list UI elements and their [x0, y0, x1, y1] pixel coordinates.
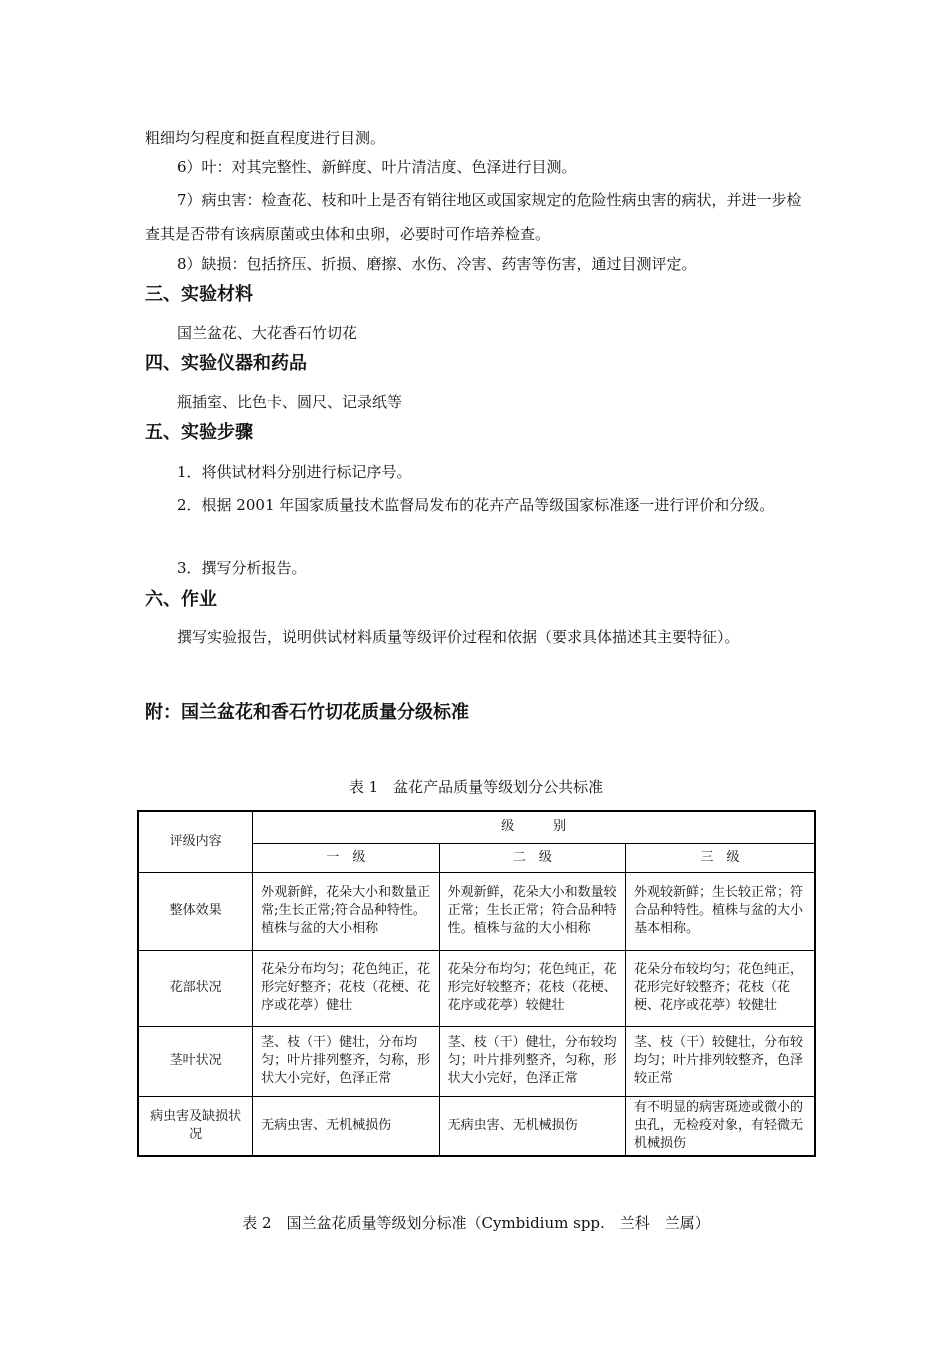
step-1: 1．将供试材料分别进行标记序号。	[177, 463, 412, 481]
header-grade-2: 二 级	[439, 843, 625, 872]
table-cell: 外观新鲜，花朵大小和数量较正常；生长正常；符合品种特性。植株与盆的大小相称	[439, 872, 625, 950]
row-label: 整体效果	[138, 872, 253, 950]
section-homework-text: 撰写实验报告，说明供试材料质量等级评价过程和依据（要求具体描述其主要特征）。	[177, 628, 740, 646]
paragraph-damage: 8）缺损：包括挤压、折损、磨擦、水伤、冷害、药害等伤害，通过目测评定。	[177, 255, 697, 273]
table-row	[138, 1096, 815, 1156]
row-label: 病虫害及缺损状况	[138, 1096, 253, 1156]
table-cell: 花朵分布均匀；花色纯正，花形完好整齐；花枝（花梗、花序或花葶）健壮	[253, 950, 439, 1026]
table-cell: 无病虫害、无机械损伤	[253, 1096, 439, 1156]
table-cell: 茎、枝（干）健壮，分布均匀；叶片排列整齐，匀称，形状大小完好，色泽正常	[253, 1026, 439, 1096]
grading-table	[137, 810, 816, 1157]
table-cell: 茎、枝（干）健壮，分布较均匀；叶片排列整齐，匀称，形状大小完好，色泽正常	[439, 1026, 625, 1096]
row-label: 茎叶状况	[138, 1026, 253, 1096]
paragraph-pests: 7）病虫害：检查花、枝和叶上是否有销往地区或国家规定的危险性病虫害的病状，并进一步检查其是否带有该病原菌或虫体和虫卵，必要时可作培养检查。	[145, 191, 802, 243]
section-homework-title: 六、作业	[145, 589, 217, 610]
table-cell: 花朵分布较均匀；花色纯正，花形完好较整齐；花枝（花梗、花序或花葶）较健壮	[626, 950, 815, 1026]
table-cell: 无病虫害、无机械损伤	[439, 1096, 625, 1156]
table-cell: 外观较新鲜；生长较正常；符合品种特性。植株与盆的大小基本相称。	[626, 872, 815, 950]
header-grade-3: 三 级	[626, 843, 815, 872]
section-materials-title: 三、实验材料	[145, 284, 253, 305]
header-grade-1: 一 级	[253, 843, 439, 872]
paragraph-eye-inspection: 粗细均匀程度和挺直程度进行目测。	[145, 129, 386, 147]
section-instruments-text: 瓶插室、比色卡、圆尺、记录纸等	[177, 393, 403, 411]
section-instruments-title: 四、实验仪器和药品	[145, 353, 307, 374]
table1-caption: 表 1 盆花产品质量等级划分公共标准	[348, 778, 604, 796]
table-cell: 茎、枝（干）较健壮，分布较均匀；叶片排列较整齐，色泽较正常	[626, 1026, 815, 1096]
table2-caption: 表 2 国兰盆花质量等级划分标准（Cymbidium spp. 兰科 兰属）	[242, 1214, 710, 1232]
step-3: 3．撰写分析报告。	[177, 559, 307, 577]
section-steps-title: 五、实验步骤	[145, 422, 253, 443]
step-2: 2．根据 2001 年国家质量技术监督局发布的花卉产品等级国家标准逐一进行评价和分级。	[177, 496, 775, 514]
paragraph-leaf: 6）叶：对其完整性、新鲜度、叶片清洁度、色泽进行目测。	[177, 158, 577, 176]
header-grade: 级 别	[253, 811, 815, 843]
table-cell: 外观新鲜，花朵大小和数量正常;生长正常;符合品种特性。植株与盆的大小相称	[253, 872, 439, 950]
table-row	[138, 950, 815, 1026]
section-materials-text: 国兰盆花、大花香石竹切花	[177, 324, 358, 342]
row-label: 花部状况	[138, 950, 253, 1026]
table-row	[138, 1026, 815, 1096]
table-row	[138, 872, 815, 950]
table-cell: 花朵分布均匀；花色纯正，花形完好较整齐；花枝（花梗、花序或花葶）较健壮	[439, 950, 625, 1026]
table-cell: 有不明显的病害斑迹或微小的虫孔，无检疫对象，有轻微无机械损伤	[626, 1096, 815, 1156]
appendix-title: 附：国兰盆花和香石竹切花质量分级标准	[145, 702, 469, 723]
header-item: 评级内容	[138, 811, 253, 872]
